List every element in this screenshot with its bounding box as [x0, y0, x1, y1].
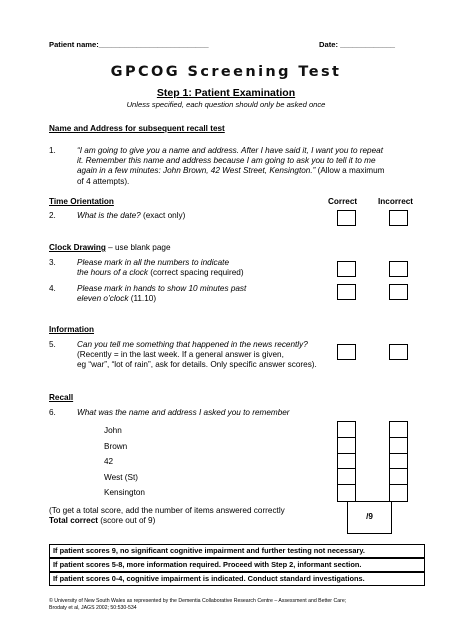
recall-kensington-incorrect-checkbox[interactable] — [390, 485, 407, 501]
q3-text — [77, 258, 244, 278]
recall-correct-checkbox-stack — [337, 421, 356, 502]
q5-incorrect-checkbox[interactable] — [389, 344, 408, 360]
q5-line-1: Can you tell me something that happened in the news recently? — [77, 340, 308, 349]
date-field — [319, 40, 395, 50]
information-heading: Information — [49, 325, 95, 334]
recall-setup-heading: Name and Address for subsequent recall test — [49, 124, 225, 133]
clock-drawing-heading: Clock Drawing — [49, 243, 106, 252]
recall-item-42: 42 — [104, 457, 114, 466]
q3-line-2-plain: (correct spacing required) — [148, 268, 244, 278]
recall-item-brown: Brown — [104, 442, 128, 451]
recall-heading: Recall — [49, 393, 74, 402]
q2-note: (exact only) — [140, 211, 186, 220]
q2-text — [77, 211, 185, 221]
date-label: Date: — [319, 40, 338, 49]
q5-number: 5. — [49, 340, 56, 349]
recall-brown-correct-checkbox[interactable] — [338, 438, 355, 454]
recall-item-john: John — [104, 426, 122, 435]
patient-name-label: Patient name: — [49, 40, 99, 49]
recall-incorrect-checkbox-stack — [389, 421, 408, 502]
step-heading: Step 1: Patient Examination — [156, 87, 296, 99]
correct-column-header: Correct — [328, 197, 358, 206]
q3-correct-checkbox[interactable] — [337, 261, 356, 277]
recall-kensington-correct-checkbox[interactable] — [338, 485, 355, 501]
q1-line-3-italic: again in a few minutes: John Brown, 42 West Street, Kensington.” — [77, 166, 316, 176]
total-instructions — [49, 506, 285, 526]
recall-brown-incorrect-checkbox[interactable] — [390, 438, 407, 454]
recall-item-west: West (St) — [104, 473, 138, 482]
q1-number: 1. — [49, 146, 56, 155]
q4-number: 4. — [49, 284, 56, 293]
recall-west-incorrect-checkbox[interactable] — [390, 469, 407, 485]
q4-text — [77, 284, 246, 304]
q6-text: What was the name and address I asked you to remember — [77, 408, 290, 417]
q3-incorrect-checkbox[interactable] — [389, 261, 408, 277]
incorrect-column-header: Incorrect — [378, 197, 414, 206]
patient-name-field — [49, 40, 209, 50]
recall-john-incorrect-checkbox[interactable] — [390, 422, 407, 438]
clock-drawing-heading-row — [49, 243, 171, 253]
q4-correct-checkbox[interactable] — [337, 284, 356, 300]
date-blank: _____________ — [340, 40, 396, 49]
total-correct-label: Total correct — [49, 516, 98, 526]
footer-line-1: © University of New South Wales as represented by the Dementia Collaborative Research Centre – Assessment and Better Care; — [49, 598, 347, 604]
recall-42-incorrect-checkbox[interactable] — [390, 454, 407, 470]
step-note: Unless specified, each question should only be asked once — [126, 100, 326, 109]
total-score-label: /9 — [366, 512, 373, 521]
q5-correct-checkbox[interactable] — [337, 344, 356, 360]
q2-correct-checkbox[interactable] — [337, 210, 356, 226]
q5-line-2: (Recently = in the last week. If a general answer is given, — [77, 350, 284, 360]
time-orientation-heading: Time Orientation — [49, 197, 114, 206]
recall-john-correct-checkbox[interactable] — [338, 422, 355, 438]
recall-42-correct-checkbox[interactable] — [338, 454, 355, 470]
q5-line-3: eg “war”, “lot of rain”, ask for details. Only specific answer scores). — [77, 360, 317, 370]
footer-copyright — [49, 598, 439, 612]
q1-line-2: it. Remember this name and address because I am going to ask you to tell it to me — [77, 156, 376, 166]
total-score-box[interactable] — [347, 501, 392, 534]
q5-text — [77, 340, 347, 371]
result-score-0-4: If patient scores 0-4, cognitive impairment is indicated. Conduct standard investigations. — [49, 572, 425, 586]
q2-incorrect-checkbox[interactable] — [389, 210, 408, 226]
q2-number: 2. — [49, 211, 56, 220]
footer-line-2: Brodaty et al, JAGS 2002; 50:530-534 — [49, 605, 137, 611]
page-title: GPCOG Screening Test — [110, 64, 342, 80]
result-score-5-8: If patient scores 5-8, more information required. Proceed with Step 2, informant section. — [49, 558, 425, 572]
q1-line-4: of 4 attempts). — [77, 176, 130, 186]
q3-line-2-italic: the hours of a clock — [77, 268, 148, 278]
q2-question: What is the date? — [77, 211, 141, 220]
recall-west-correct-checkbox[interactable] — [338, 469, 355, 485]
q4-incorrect-checkbox[interactable] — [389, 284, 408, 300]
q3-line-1: Please mark in all the numbers to indicate — [77, 258, 230, 267]
q4-line-1: Please mark in hands to show 10 minutes past — [77, 284, 247, 293]
q3-number: 3. — [49, 258, 56, 267]
q1-text — [77, 146, 427, 187]
q6-number: 6. — [49, 408, 56, 417]
total-correct-note: (score out of 9) — [97, 516, 156, 526]
result-score-9: If patient scores 9, no significant cognitive impairment and further testing not necessary. — [49, 544, 425, 558]
q4-line-2-italic: eleven o’clock — [77, 294, 129, 304]
recall-item-kensington: Kensington — [104, 488, 145, 497]
patient-name-blank: __________________________ — [98, 40, 209, 49]
q1-line-1: “I am going to give you a name and address. After I have said it, I want you to repeat — [77, 146, 383, 155]
q1-line-3-plain: (Allow a maximum — [315, 166, 385, 176]
clock-drawing-note: – use blank page — [105, 243, 171, 252]
total-line-1: (To get a total score, add the number of items answered correctly — [49, 506, 285, 515]
q4-line-2-plain: (11.10) — [128, 294, 157, 304]
